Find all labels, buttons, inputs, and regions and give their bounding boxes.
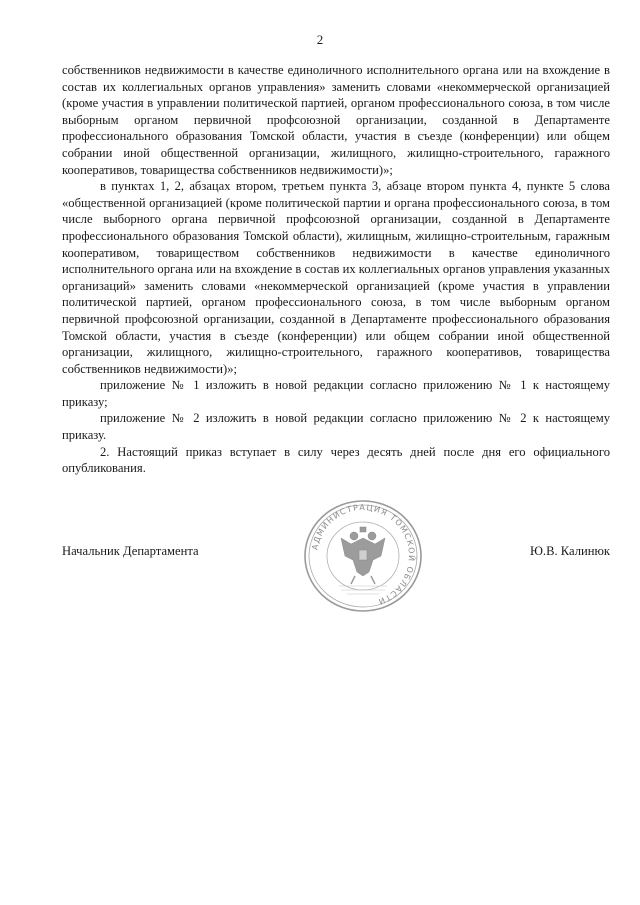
signatory-title: Начальник Департамента — [62, 544, 199, 558]
paragraph: приложение № 1 изложить в новой редакции согласно приложению № 1 к настоящему приказу; — [62, 378, 610, 409]
paragraph: в пунктах 1, 2, абзацах втором, третьем пункта 3, абзаце втором пункта 4, пункте 5 слова «общественной организацией (кроме политической партии и органа профессионального союза, в том числе выборного органа первичной профсоюзной организации, созданной в Департаменте профессионального образования Томской области), жилищным, жилищно-строительным, гаражным кооперативом, товариществом собственников недвижимости в качестве единоличного исполнительного органа или на вхождение в состав их коллегиальных органов управления указанных организаций» заменить словами «некоммерческой организацией (кроме участия в управлении политической партией, органом профессионального союза, в том числе выборным органом первичной профсоюзной организации, созданной в Департаменте профессионального образования Томской области, участия в съезде (конференции) или общем собрании иной общественной организации, жилищного, жилищно-строительного, гаражного кооперативов, товарищества собственников недвижимости)»; — [62, 179, 610, 376]
paragraph: 2. Настоящий приказ вступает в силу через десять дней после дня его официального опубликования. — [62, 444, 610, 476]
page-number: 2 — [316, 32, 324, 47]
signatory-name: Ю.В. Калинюк — [529, 544, 610, 558]
seal-emblem-icon — [283, 500, 443, 612]
paragraph: собственников недвижимости в качестве единоличного исполнительного органа или на вхождение в состав их коллегиальных органов управления» заменить словами «некоммерческой организацией (кроме участия в управлении политической партией, органом профессионального союза, в том числе выборным органом первичной профсоюзной организации, созданной в Департаменте профессионального образования Томской области, участия в съезде (конференции) или общем собрании иной общественной организации, жилищного, жилищно-строительного, гаражного кооперативов, товарищества собственников недвижимости)»; — [62, 63, 610, 177]
seal-ring-text: АДМИНИСТРАЦИЯ ТОМСКОЙ ОБЛАСТИ — [310, 502, 417, 607]
document-body — [62, 62, 610, 477]
official-seal — [283, 500, 443, 612]
paragraph: приложение № 2 изложить в новой редакции согласно приложению № 2 к настоящему приказу. — [62, 411, 610, 443]
